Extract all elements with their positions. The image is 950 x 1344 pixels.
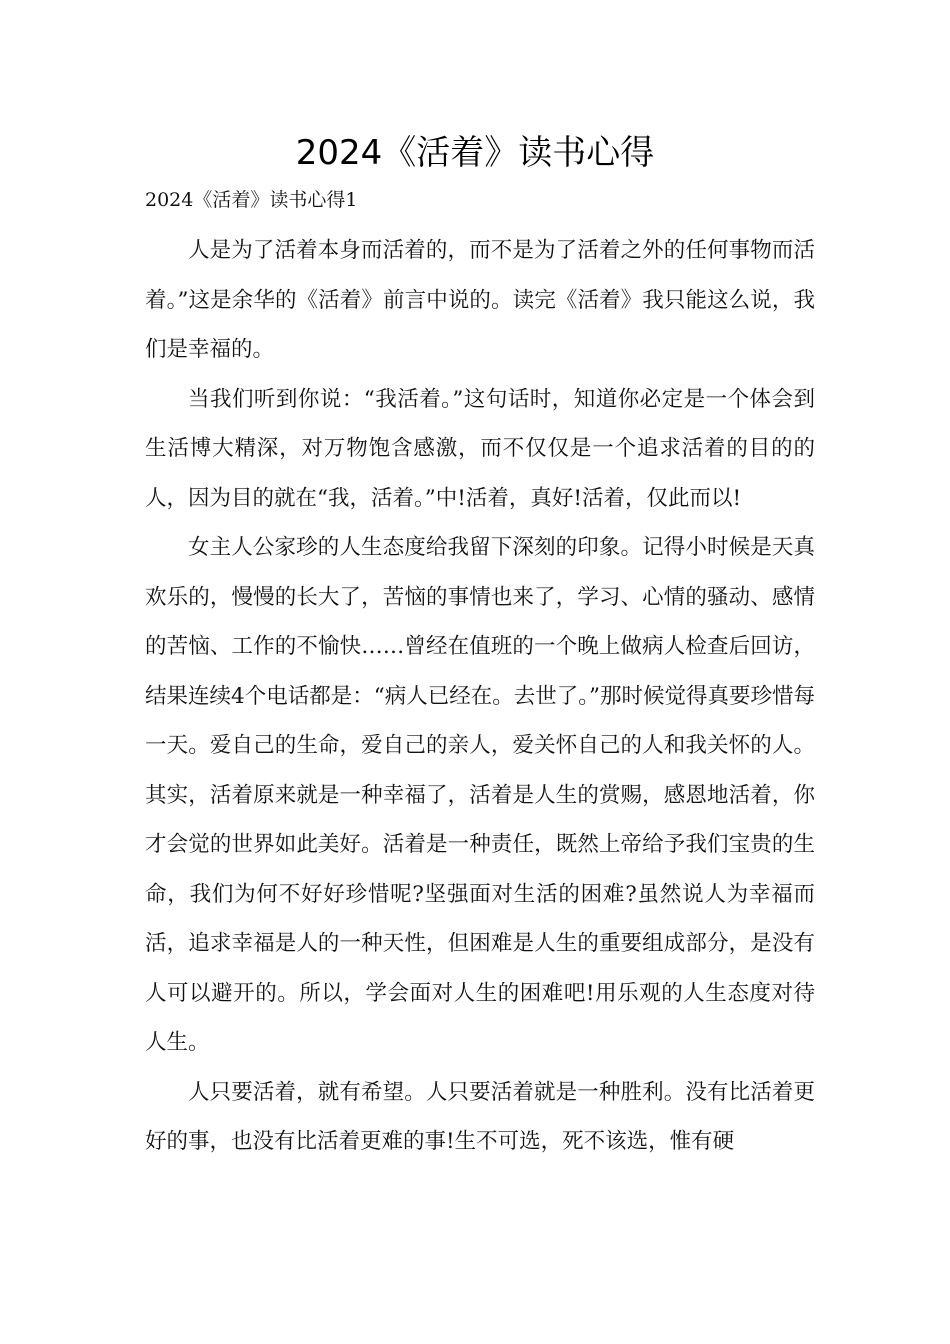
document-title: 2024《活着》读书心得	[295, 133, 655, 173]
paragraph-1: 人是为了活着本身而活着的，而不是为了活着之外的任何事物而活着。”这是余华的《活着》前言中说的。读完《活着》我只能这么说，我们是幸福的。	[145, 238, 815, 362]
paragraph-3: 女主人公家珍的人生态度给我留下深刻的印象。记得小时候是天真欢乐的，慢慢的长大了，苦恼的事情也来了，学习、心情的骚动、感情的苦恼、工作的不愉快……曾经在值班的一个晚上做病人检查后回访，结果连续4个电话都是：“病人已经在。去世了。”那时候觉得真要珍惜每一天。爱自己的生命，爱自己的亲人，爱关怀自己的人和我关怀的人。其实，活着原来就是一种幸福了，活着是人生的赏赐，感恩地活着，你才会觉的世界如此美好。活着是一种责任，既然上帝给予我们宝贵的生命，我们为何不好好珍惜呢?坚强面对生活的困难?虽然说人为幸福而活，追求幸福是人的一种天性，但困难是人生的重要组成部分，是没有人可以避开的。所以，学会面对人生的困难吧!用乐观的人生态度对待人生。	[145, 535, 815, 1055]
section-heading: 2024《活着》读书心得1	[145, 189, 358, 211]
paragraph-4: 人只要活着，就有希望。人只要活着就是一种胜利。没有比活着更好的事，也没有比活着更难的事!生不可选，死不该选，惟有硬	[145, 1079, 815, 1154]
document-body	[145, 226, 815, 1167]
paragraph-2: 当我们听到你说：“我活着。”这句话时，知道你必定是一个体会到生活博大精深，对万物饱含感激，而不仅仅是一个追求活着的目的的人，因为目的就在“我，活着。”中!活着，真好!活着，仅此而以!	[145, 386, 815, 511]
